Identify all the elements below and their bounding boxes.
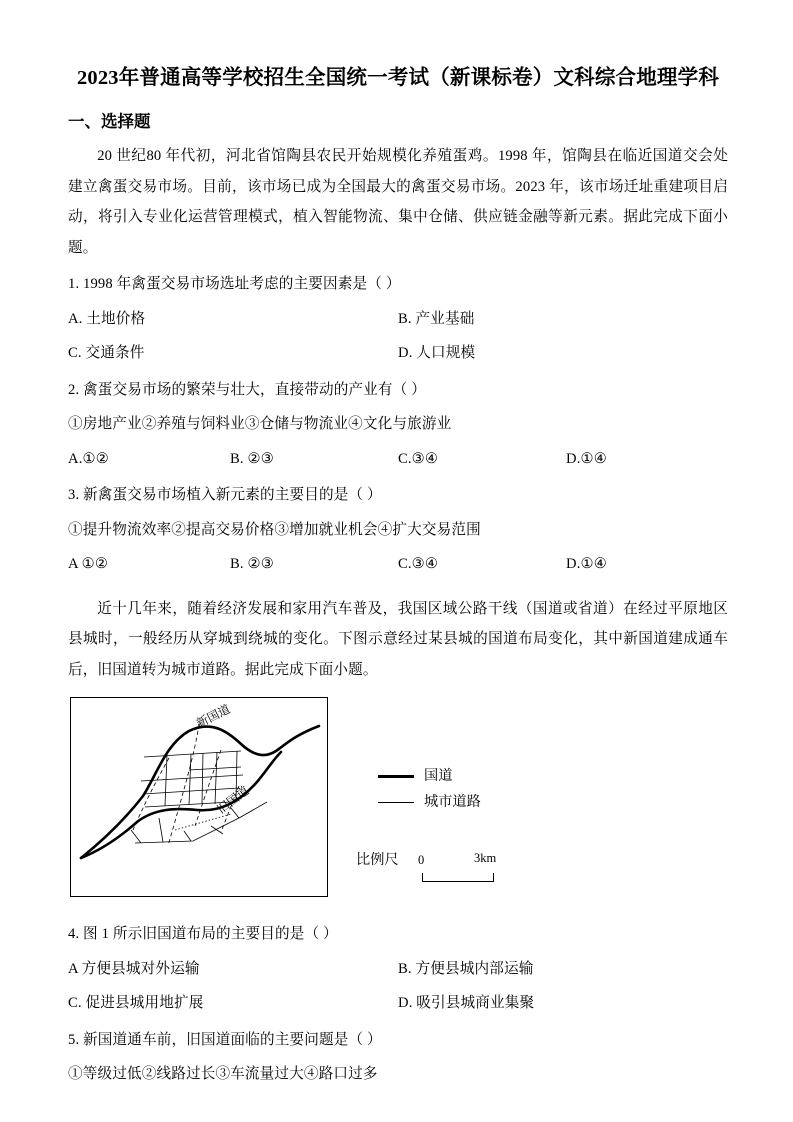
thin-line-icon — [378, 802, 414, 803]
scale-bar-right-tick — [493, 873, 494, 882]
question-1 — [68, 269, 728, 369]
question-1-options-row-1 — [68, 304, 728, 335]
section-heading-multiple-choice: 一、选择题 — [68, 112, 151, 131]
question-5-statements: ①等级过低②线路过长③车流量过大④路口过多 — [68, 1066, 378, 1082]
legend-item-city-road — [376, 789, 626, 815]
question-2-option-d[interactable]: D.①④ — [566, 450, 607, 467]
question-3-statements: ①提升物流效率②提高交易价格③增加就业机会④扩大交易范围 — [68, 521, 481, 538]
question-1-option-b[interactable]: B. 产业基础 — [398, 310, 475, 327]
page-title: 2023年普通高等学校招生全国统一考试（新课标卷）文科综合地理学科 — [76, 67, 720, 89]
question-4-options-row-1 — [68, 954, 728, 985]
question-4-options-row-2 — [68, 988, 728, 1019]
map-legend — [376, 763, 626, 815]
scale-bar-min-label: 0 — [418, 853, 425, 867]
question-1-option-a[interactable]: A. 土地价格 — [68, 310, 146, 327]
question-1-stem: 1. 1998 年禽蛋交易市场选址考虑的主要因素是（ ） — [68, 276, 401, 292]
question-2-options-row — [68, 444, 728, 475]
map-scale-bar — [356, 843, 576, 893]
figure-1 — [68, 695, 728, 913]
question-3-stem: 3. 新禽蛋交易市场植入新元素的主要目的是（ ） — [68, 487, 382, 503]
question-1-option-c[interactable]: C. 交通条件 — [68, 345, 145, 361]
question-4-option-a[interactable]: A 方便县城对外运输 — [68, 960, 200, 977]
scale-bar-line — [422, 881, 494, 882]
passage-2-text: 近十几年来，随着经济发展和家用汽车普及，我国区域公路干线（国道或省道）在经过平原地区县城时，一般经历从穿城到绕城的变化。下图示意经过某县城的国道布局变化，其中新国道建成通车后，旧国道转为城市道路。据此完成下面小题。 — [68, 600, 728, 678]
map-drawing — [71, 698, 326, 895]
question-4 — [68, 919, 728, 1019]
scale-bar-max-label: 3km — [474, 851, 497, 865]
question-3-option-b[interactable]: B. ②③ — [230, 556, 274, 572]
question-2-option-a[interactable]: A.①② — [68, 450, 109, 467]
scale-bar-title: 比例尺 — [356, 852, 399, 868]
question-5 — [68, 1025, 728, 1090]
question-4-option-c[interactable]: C. 促进县城用地扩展 — [68, 995, 204, 1011]
question-2 — [68, 375, 728, 475]
question-4-stem: 4. 图 1 所示旧国道布局的主要目的是（ ） — [68, 926, 338, 942]
question-2-statements: ①房地产业②养殖与饲料业③仓储与物流业④文化与旅游业 — [68, 416, 452, 432]
question-2-option-c[interactable]: C.③④ — [398, 450, 439, 467]
legend-item-national-road — [376, 763, 626, 789]
page-content — [68, 60, 728, 1090]
legend-label-city-road: 城市道路 — [424, 794, 481, 810]
map-label-old-road: 旧国道 — [214, 783, 252, 817]
thick-line-icon — [378, 775, 414, 778]
question-5-stem: 5. 新国道通车前，旧国道面临的主要问题是（ ） — [68, 1031, 382, 1048]
city-roads-bottom — [131, 802, 267, 843]
question-2-option-b[interactable]: B. ②③ — [230, 450, 274, 467]
question-3 — [68, 480, 728, 580]
question-3-option-d[interactable]: D.①④ — [566, 556, 607, 572]
question-1-options-row-2 — [68, 338, 728, 369]
map-label-new-road: 新国道 — [194, 701, 233, 731]
scale-bar-graphic — [422, 873, 494, 883]
legend-label-national-road: 国道 — [424, 768, 453, 784]
question-3-option-c[interactable]: C.③④ — [398, 556, 439, 572]
question-1-option-d[interactable]: D. 人口规模 — [398, 345, 476, 361]
question-2-stem: 2. 禽蛋交易市场的繁荣与壮大，直接带动的产业有（ ） — [68, 381, 426, 398]
question-3-options-row — [68, 549, 728, 580]
passage-1-text: 20 世纪80 年代初，河北省馆陶县农民开始规模化养殖蛋鸡。1998 年，馆陶县在临近国道交会处建立禽蛋交易市场。目前，该市场已成为全国最大的禽蛋交易市场。2023 年，该市场迁址重建项目启动，将引入专业化运营管理模式，植入智能物流、集中仓储、供应链金融等新元素。据此完成下面小题。 — [68, 148, 728, 256]
map-frame — [70, 697, 328, 897]
question-3-option-a[interactable]: A ①② — [68, 556, 109, 572]
question-4-option-d[interactable]: D. 吸引县城商业集聚 — [398, 995, 535, 1011]
question-4-option-b[interactable]: B. 方便县城内部运输 — [398, 960, 534, 977]
